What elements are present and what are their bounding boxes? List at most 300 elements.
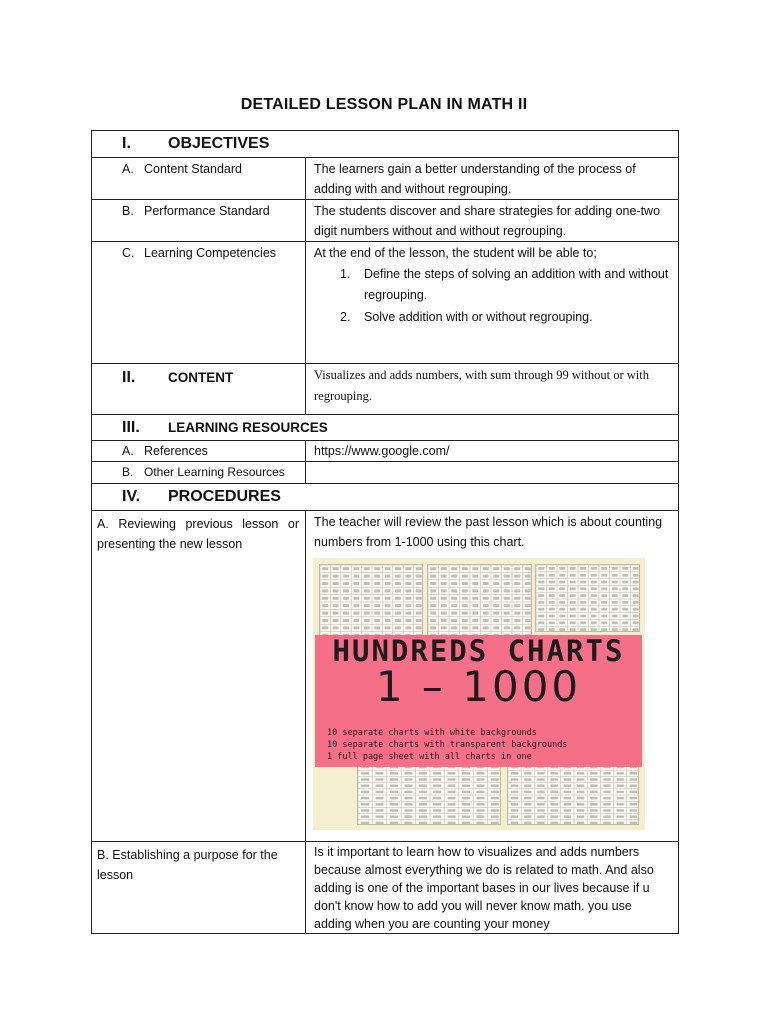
- grid-number-mark: [551, 822, 558, 824]
- grid-number-mark: [343, 626, 349, 629]
- grid-number-mark: [591, 615, 597, 618]
- grid-number-mark: [549, 628, 555, 631]
- grid-number-mark: [430, 619, 436, 622]
- grid-number-mark: [630, 822, 637, 824]
- grid-number-mark: [376, 772, 384, 774]
- grid-number-mark: [405, 597, 411, 600]
- grid-number-mark: [395, 575, 401, 578]
- grid-number-mark: [633, 581, 639, 584]
- grid-number-mark: [525, 604, 531, 607]
- grid-number-mark: [322, 604, 328, 607]
- grid-number-mark: [524, 822, 531, 824]
- grid-number-mark: [633, 594, 639, 597]
- grid-number-mark: [374, 589, 380, 592]
- grid-number-mark: [343, 589, 349, 592]
- grid-number-mark: [322, 582, 328, 585]
- grid-number-mark: [617, 815, 624, 817]
- grid-number-mark: [580, 594, 586, 597]
- grid-number-mark: [537, 778, 544, 780]
- grid-number-mark: [483, 612, 489, 615]
- grid-number-mark: [385, 604, 391, 607]
- objectives-header: [92, 131, 679, 158]
- grid-number-mark: [514, 612, 520, 615]
- grid-number-mark: [472, 567, 478, 570]
- grid-number-mark: [564, 815, 571, 817]
- content-standard-label: Content Standard: [144, 162, 242, 176]
- grid-number-mark: [361, 797, 369, 799]
- grid-number-mark: [476, 815, 484, 817]
- grid-number-mark: [580, 621, 586, 624]
- grid-number-mark: [441, 582, 447, 585]
- grid-number-mark: [633, 615, 639, 618]
- grid-number-mark: [462, 604, 468, 607]
- grid-number-mark: [577, 778, 584, 780]
- grid-number-mark: [601, 594, 607, 597]
- grid-number-mark: [333, 604, 339, 607]
- grid-number-mark: [483, 626, 489, 629]
- grid-number-mark: [385, 612, 391, 615]
- grid-number-mark: [395, 619, 401, 622]
- grid-number-mark: [462, 612, 468, 615]
- grid-number-mark: [483, 582, 489, 585]
- chart-banner: [315, 635, 642, 767]
- grid-number-mark: [491, 815, 499, 817]
- grid-number-mark: [390, 772, 398, 774]
- grid-number-mark: [549, 587, 555, 590]
- grid-number-mark: [549, 615, 555, 618]
- grid-number-mark: [419, 809, 427, 811]
- grid-number-mark: [622, 594, 628, 597]
- grid-number-mark: [549, 621, 555, 624]
- grid-number-mark: [601, 608, 607, 611]
- grid-number-mark: [462, 589, 468, 592]
- grid-number-mark: [433, 772, 441, 774]
- grid-number-mark: [390, 778, 398, 780]
- grid-number-mark: [405, 612, 411, 615]
- grid-number-mark: [603, 784, 610, 786]
- grid-number-mark: [551, 784, 558, 786]
- grid-number-mark: [514, 575, 520, 578]
- grid-number-mark: [559, 574, 565, 577]
- grid-number-mark: [630, 784, 637, 786]
- grid-number-mark: [353, 619, 359, 622]
- grid-number-mark: [591, 621, 597, 624]
- grid-number-mark: [622, 587, 628, 590]
- grid-number-mark: [472, 597, 478, 600]
- grid-number-mark: [374, 619, 380, 622]
- grid-number-mark: [630, 791, 637, 793]
- grid-number-mark: [430, 575, 436, 578]
- content-standard-value: The learners gain a better understanding of the process of adding with and without regrouping.: [306, 158, 679, 200]
- grid-number-mark: [472, 612, 478, 615]
- grid-number-mark: [441, 575, 447, 578]
- grid-number-mark: [404, 822, 412, 824]
- grid-number-mark: [333, 626, 339, 629]
- grid-number-mark: [462, 582, 468, 585]
- grid-number-mark: [416, 582, 422, 585]
- grid-number-mark: [448, 803, 456, 805]
- grid-number-mark: [483, 619, 489, 622]
- section-number: III.: [122, 419, 140, 436]
- grid-number-mark: [580, 587, 586, 590]
- grid-number-mark: [617, 822, 624, 824]
- grid-number-mark: [504, 582, 510, 585]
- grid-number-mark: [419, 772, 427, 774]
- grid-number-mark: [353, 589, 359, 592]
- grid-number-mark: [361, 822, 369, 824]
- grid-number-mark: [601, 567, 607, 570]
- grid-number-mark: [590, 791, 597, 793]
- grid-number-mark: [603, 772, 610, 774]
- grid-number-mark: [591, 601, 597, 604]
- grid-number-mark: [333, 575, 339, 578]
- grid-number-mark: [404, 815, 412, 817]
- grid-number-mark: [633, 574, 639, 577]
- grid-number-mark: [491, 797, 499, 799]
- grid-number-mark: [361, 803, 369, 805]
- grid-number-mark: [376, 822, 384, 824]
- grid-number-mark: [374, 612, 380, 615]
- grid-number-mark: [551, 809, 558, 811]
- banner-note: 10 separate charts with white backgrounds: [327, 728, 537, 738]
- grid-number-mark: [514, 589, 520, 592]
- grid-number-mark: [404, 803, 412, 805]
- grid-number-mark: [343, 575, 349, 578]
- grid-number-mark: [537, 772, 544, 774]
- purpose-value: Is it important to learn how to visualizes and adds numbers because almost everything we do is related to math. And also adding is one of the important bases in our lives because if u don't know how to add you will never know math. you use adding when you are counting your money: [306, 842, 679, 934]
- grid-sheet: [535, 564, 640, 632]
- grid-number-mark: [451, 604, 457, 607]
- grid-number-mark: [395, 589, 401, 592]
- grid-number-mark: [462, 567, 468, 570]
- grid-number-mark: [390, 784, 398, 786]
- grid-number-mark: [441, 567, 447, 570]
- grid-number-mark: [525, 575, 531, 578]
- grid-number-mark: [603, 822, 610, 824]
- grid-number-mark: [405, 567, 411, 570]
- grid-number-mark: [462, 803, 470, 805]
- grid-number-mark: [570, 621, 576, 624]
- grid-number-mark: [491, 809, 499, 811]
- grid-number-mark: [577, 791, 584, 793]
- grid-number-mark: [451, 582, 457, 585]
- competencies-intro: At the end of the lesson, the student will be able to;: [314, 246, 597, 260]
- grid-number-mark: [364, 604, 370, 607]
- grid-number-mark: [514, 567, 520, 570]
- grid-number-mark: [333, 597, 339, 600]
- objectives-section-row: [92, 131, 679, 158]
- grid-number-mark: [538, 628, 544, 631]
- grid-number-mark: [491, 772, 499, 774]
- grid-number-mark: [430, 567, 436, 570]
- grid-number-mark: [591, 567, 597, 570]
- grid-number-mark: [361, 791, 369, 793]
- grid-number-mark: [322, 567, 328, 570]
- grid-number-mark: [525, 597, 531, 600]
- section-number: II.: [122, 369, 136, 386]
- content-standard-label-cell: [92, 158, 306, 200]
- grid-number-mark: [617, 784, 624, 786]
- grid-number-mark: [559, 587, 565, 590]
- grid-number-mark: [630, 772, 637, 774]
- list-number: 2.: [340, 310, 351, 324]
- grid-number-mark: [416, 597, 422, 600]
- learning-resources-section-row: [92, 415, 679, 441]
- grid-number-mark: [430, 604, 436, 607]
- grid-number-mark: [419, 815, 427, 817]
- list-item: [314, 307, 672, 328]
- grid-number-mark: [395, 567, 401, 570]
- list-text: Define the steps of solving an addition with and without regrouping.: [364, 267, 669, 302]
- grid-number-mark: [511, 803, 518, 805]
- grid-number-mark: [405, 604, 411, 607]
- grid-number-mark: [617, 778, 624, 780]
- grid-number-mark: [633, 621, 639, 624]
- grid-number-mark: [549, 601, 555, 604]
- grid-number-mark: [462, 791, 470, 793]
- grid-number-mark: [601, 587, 607, 590]
- grid-number-mark: [525, 619, 531, 622]
- grid-number-mark: [524, 778, 531, 780]
- grid-number-mark: [395, 597, 401, 600]
- grid-number-mark: [525, 589, 531, 592]
- grid-number-mark: [612, 621, 618, 624]
- grid-number-mark: [549, 608, 555, 611]
- grid-number-mark: [385, 567, 391, 570]
- grid-number-mark: [364, 597, 370, 600]
- grid-number-mark: [493, 619, 499, 622]
- grid-number-mark: [441, 589, 447, 592]
- grid-number-mark: [511, 778, 518, 780]
- grid-number-mark: [343, 567, 349, 570]
- grid-number-mark: [416, 589, 422, 592]
- grid-number-mark: [405, 582, 411, 585]
- chart-banner-range: 1 – 1000: [375, 662, 582, 711]
- grid-number-mark: [448, 784, 456, 786]
- content-value: Visualizes and adds numbers, with sum through 99 without or with regrouping.: [306, 364, 679, 415]
- grid-number-mark: [322, 626, 328, 629]
- grid-number-mark: [633, 567, 639, 570]
- grid-number-mark: [511, 822, 518, 824]
- grid-number-mark: [376, 797, 384, 799]
- grid-number-mark: [353, 597, 359, 600]
- lesson-plan-table: [91, 130, 679, 934]
- grid-number-mark: [416, 626, 422, 629]
- grid-number-mark: [451, 619, 457, 622]
- grid-number-mark: [570, 574, 576, 577]
- grid-number-mark: [476, 772, 484, 774]
- grid-number-mark: [364, 612, 370, 615]
- grid-number-mark: [559, 615, 565, 618]
- grid-number-mark: [577, 809, 584, 811]
- grid-number-mark: [570, 594, 576, 597]
- grid-number-mark: [462, 797, 470, 799]
- grid-number-mark: [504, 619, 510, 622]
- section-title: LEARNING RESOURCES: [168, 420, 328, 435]
- reviewing-row: [92, 511, 679, 842]
- grid-number-mark: [441, 626, 447, 629]
- grid-number-mark: [483, 575, 489, 578]
- reviewing-label: A. Reviewing previous lesson or presenting the new lesson: [92, 511, 306, 842]
- grid-number-mark: [404, 778, 412, 780]
- grid-number-mark: [511, 797, 518, 799]
- grid-number-mark: [462, 809, 470, 811]
- grid-number-mark: [493, 575, 499, 578]
- grid-number-mark: [570, 601, 576, 604]
- grid-number-mark: [395, 604, 401, 607]
- grid-number-mark: [612, 574, 618, 577]
- grid-number-mark: [577, 815, 584, 817]
- grid-number-mark: [343, 582, 349, 585]
- grid-number-mark: [559, 628, 565, 631]
- grid-number-mark: [622, 574, 628, 577]
- grid-number-mark: [448, 797, 456, 799]
- grid-number-mark: [549, 574, 555, 577]
- grid-number-mark: [590, 815, 597, 817]
- references-value[interactable]: https://www.google.com/: [306, 441, 679, 462]
- grid-number-mark: [493, 604, 499, 607]
- grid-number-mark: [433, 809, 441, 811]
- grid-number-mark: [416, 575, 422, 578]
- grid-number-mark: [590, 784, 597, 786]
- grid-number-mark: [433, 803, 441, 805]
- grid-number-mark: [538, 567, 544, 570]
- grid-number-mark: [577, 772, 584, 774]
- grid-sheet: [507, 763, 639, 825]
- grid-number-mark: [551, 797, 558, 799]
- grid-number-mark: [591, 594, 597, 597]
- grid-number-mark: [333, 589, 339, 592]
- grid-number-mark: [524, 772, 531, 774]
- references-row: [92, 441, 679, 462]
- procedures-section-row: [92, 484, 679, 511]
- grid-number-mark: [472, 604, 478, 607]
- grid-number-mark: [622, 567, 628, 570]
- grid-number-mark: [525, 567, 531, 570]
- grid-sheet: [319, 564, 423, 638]
- grid-number-mark: [405, 626, 411, 629]
- grid-number-mark: [570, 567, 576, 570]
- grid-number-mark: [633, 628, 639, 631]
- section-number: IV.: [122, 488, 141, 505]
- grid-number-mark: [564, 803, 571, 805]
- grid-sheet: [427, 564, 532, 638]
- grid-number-mark: [493, 582, 499, 585]
- grid-number-mark: [601, 581, 607, 584]
- grid-number-mark: [551, 815, 558, 817]
- grid-number-mark: [564, 784, 571, 786]
- grid-number-mark: [364, 582, 370, 585]
- grid-number-mark: [374, 575, 380, 578]
- grid-number-mark: [537, 815, 544, 817]
- grid-number-mark: [633, 601, 639, 604]
- grid-number-mark: [570, 628, 576, 631]
- grid-number-mark: [570, 587, 576, 590]
- grid-number-mark: [404, 772, 412, 774]
- grid-number-mark: [376, 784, 384, 786]
- grid-number-mark: [451, 626, 457, 629]
- performance-standard-label-cell: [92, 200, 306, 242]
- grid-number-mark: [385, 575, 391, 578]
- grid-number-mark: [591, 608, 597, 611]
- grid-number-mark: [504, 597, 510, 600]
- grid-number-mark: [493, 567, 499, 570]
- grid-number-mark: [590, 822, 597, 824]
- grid-number-mark: [493, 612, 499, 615]
- grid-number-mark: [448, 791, 456, 793]
- grid-number-mark: [525, 582, 531, 585]
- grid-number-mark: [493, 589, 499, 592]
- grid-number-mark: [419, 791, 427, 793]
- grid-number-mark: [433, 815, 441, 817]
- grid-number-mark: [376, 815, 384, 817]
- grid-number-mark: [551, 778, 558, 780]
- grid-number-mark: [612, 628, 618, 631]
- grid-number-mark: [524, 784, 531, 786]
- references-label: References: [144, 444, 208, 458]
- grid-number-mark: [390, 815, 398, 817]
- grid-number-mark: [419, 784, 427, 786]
- grid-number-mark: [416, 567, 422, 570]
- grid-number-mark: [322, 597, 328, 600]
- grid-number-mark: [538, 594, 544, 597]
- grid-number-mark: [462, 778, 470, 780]
- grid-number-mark: [333, 567, 339, 570]
- grid-number-mark: [511, 809, 518, 811]
- grid-number-mark: [612, 567, 618, 570]
- grid-number-mark: [524, 809, 531, 811]
- grid-number-mark: [448, 772, 456, 774]
- grid-number-mark: [448, 822, 456, 824]
- grid-number-mark: [570, 581, 576, 584]
- grid-number-mark: [472, 626, 478, 629]
- grid-number-mark: [538, 601, 544, 604]
- grid-number-mark: [590, 797, 597, 799]
- grid-number-mark: [538, 574, 544, 577]
- grid-number-mark: [353, 582, 359, 585]
- performance-standard-label: Performance Standard: [144, 204, 270, 218]
- grid-number-mark: [538, 608, 544, 611]
- grid-number-mark: [353, 604, 359, 607]
- grid-number-mark: [551, 772, 558, 774]
- grid-number-mark: [537, 784, 544, 786]
- grid-number-mark: [491, 784, 499, 786]
- grid-number-mark: [577, 822, 584, 824]
- grid-number-mark: [612, 601, 618, 604]
- grid-number-mark: [419, 822, 427, 824]
- grid-number-mark: [549, 581, 555, 584]
- grid-number-mark: [491, 791, 499, 793]
- grid-number-mark: [603, 809, 610, 811]
- grid-number-mark: [511, 791, 518, 793]
- grid-number-mark: [404, 784, 412, 786]
- grid-number-mark: [405, 589, 411, 592]
- grid-number-mark: [416, 604, 422, 607]
- grid-number-mark: [419, 803, 427, 805]
- grid-number-mark: [361, 778, 369, 780]
- purpose-label: B. Establishing a purpose for the lesson: [92, 842, 306, 934]
- grid-number-mark: [483, 597, 489, 600]
- grid-number-mark: [577, 784, 584, 786]
- grid-number-mark: [462, 815, 470, 817]
- grid-number-mark: [462, 784, 470, 786]
- grid-number-mark: [433, 822, 441, 824]
- grid-number-mark: [564, 797, 571, 799]
- grid-number-mark: [476, 797, 484, 799]
- grid-number-mark: [395, 612, 401, 615]
- grid-number-mark: [322, 612, 328, 615]
- grid-number-mark: [601, 574, 607, 577]
